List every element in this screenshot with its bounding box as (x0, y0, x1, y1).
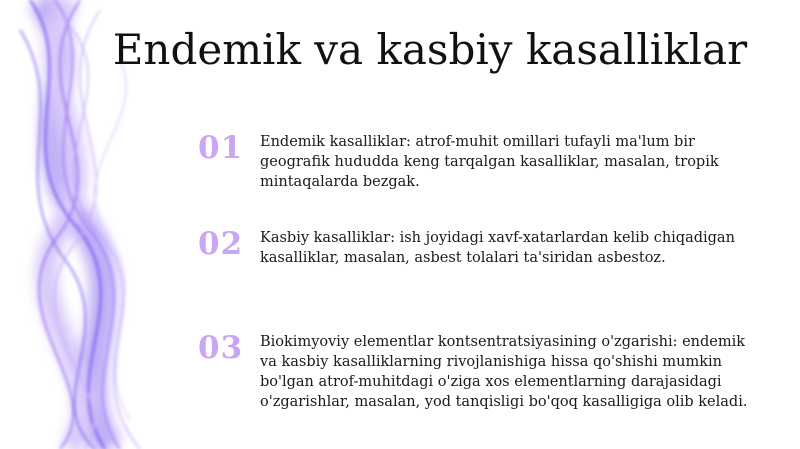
item-text: Kasbiy kasalliklar: ish joyidagi xavf-xatarlardan kelib chiqadigan kasalliklar, masalan, asbest tolalari ta'siridan asbestoz. (260, 230, 735, 266)
item-number: 01 (198, 130, 244, 166)
item-text: Endemik kasalliklar: atrof-muhit omillari tufayli ma'lum bir geografik hududda keng tarqalgan kasalliklar, masalan, tropik mintaqalarda bezgak. (260, 134, 719, 190)
slide-title: Endemik va kasbiy kasalliklar (112, 25, 748, 74)
item-number: 03 (198, 330, 244, 366)
item-number: 02 (198, 226, 244, 262)
item-text: Biokimyoviy elementlar kontsentratsiyasining o'zgarishi: endemik va kasbiy kasalliklarning rivojlanishiga hissa qo'shishi mumkin bo'lgan atrof-muhitdagi o'ziga xos elementlarning darajasidagi o'zgarishlar, masalan, yod tanqisligi bo'qoq kasalligiga olib keladi. (260, 334, 748, 410)
